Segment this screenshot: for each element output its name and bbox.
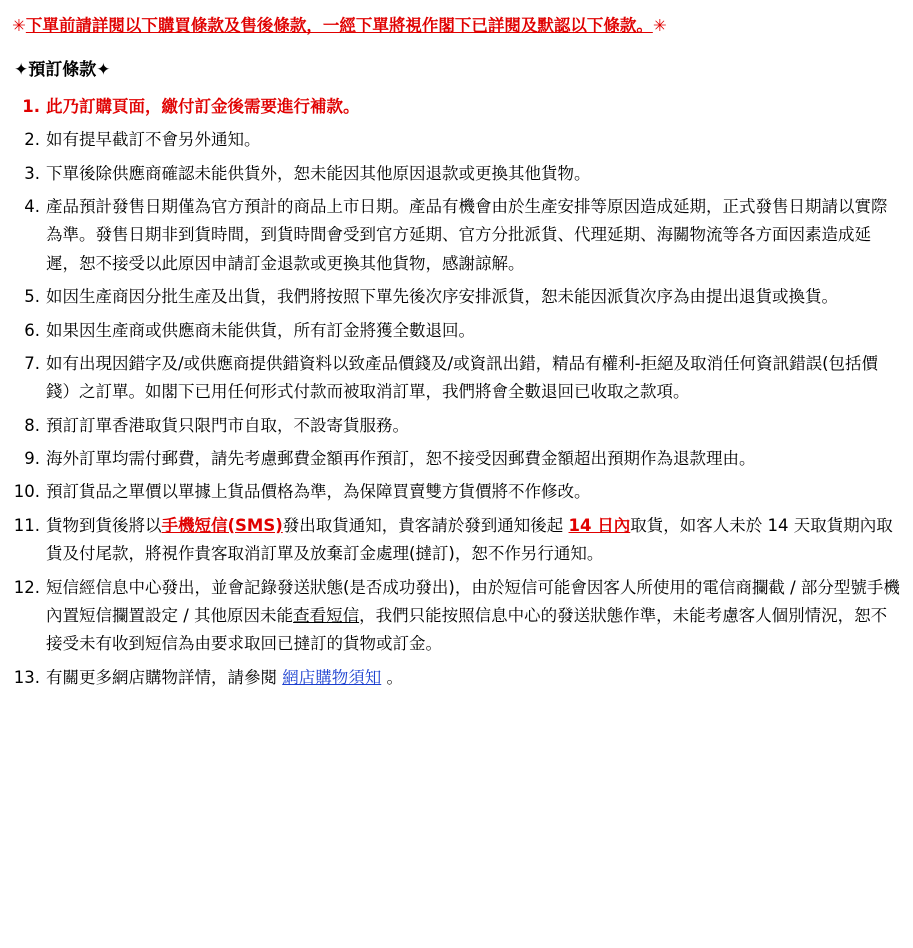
term-text: 如果因生產商或供應商未能供貨，所有訂金將獲全數退回。 <box>46 320 475 340</box>
term-item <box>12 317 901 345</box>
section-title: ✦預訂條款✦ <box>14 60 111 81</box>
term-text: 貨物到貨後將以 <box>46 515 162 535</box>
term-item <box>12 412 901 440</box>
emphasis-text: 14 日內 <box>568 515 631 535</box>
term-item <box>12 160 901 188</box>
term-text: 此乃訂購頁面，繳付訂金後需要進行補款。 <box>46 96 360 116</box>
term-text: ，我們只能按照信息中心的發送狀態作準，未能考慮客人個別情況，恕不接受未有收到短信為由要求取回已撻訂的貨物或訂金。 <box>46 605 888 654</box>
term-text: 發出取貨通知，貴客請於發到通知後起 <box>282 515 569 535</box>
term-item <box>12 512 901 569</box>
term-item <box>12 664 901 692</box>
banner-text: 下單前請詳閱以下購買條款及售後條款，一經下單將視作閣下已詳閱及默認以下條款。 <box>25 16 653 35</box>
star-right-icon: ✳ <box>652 16 667 35</box>
term-item <box>12 574 901 659</box>
term-text: 短信經信息中心發出，並會記錄發送狀態(是否成功發出)，由於短信可能會因客人所使用的電信商攔截 / 部分型號手機內置短信攔置設定 / 其他原因未能 <box>46 577 900 625</box>
emphasis-text: 手機短信(SMS) <box>161 515 283 535</box>
term-text: 如有出現因錯字及/或供應商提供錯資料以致產品價錢及/或資訊出錯，精品有權利-拒絕及取消任何資訊錯誤(包括價錢）之訂單。如閣下已用任何形式付款而被取消訂單，我們將會全數退回已收取之款項。 <box>46 353 879 402</box>
term-text: 取貨，如客人未於 14 天取貨期內取貨及付尾款，將視作貴客取消訂單及放棄訂金處理(撻訂)，恕不作另行通知。 <box>46 515 893 564</box>
underlined-text: 查看短信 <box>293 605 360 625</box>
term-text: 。 <box>381 667 403 687</box>
terms-list <box>12 93 901 692</box>
term-item <box>12 350 901 407</box>
term-text: 預訂訂單香港取貨只限門市自取，不設寄貨服務。 <box>46 415 409 435</box>
term-text: 下單後除供應商確認未能供貨外，恕未能因其他原因退款或更換其他貨物。 <box>46 163 591 183</box>
shop-guide-link[interactable]: 網店購物須知 <box>282 667 382 687</box>
term-text: 海外訂單均需付郵費，請先考慮郵費金額再作預訂，恕不接受因郵費金額超出預期作為退款理由。 <box>46 449 756 469</box>
term-item <box>12 283 901 311</box>
term-item <box>12 126 901 154</box>
term-text: 產品預計發售日期僅為官方預計的商品上市日期。產品有機會由於生產安排等原因造成延期，正式發售日期請以實際為準。發售日期非到貨時間，到貨時間會受到官方延期、官方分批派貨、代理延期、海關物流等各方面因素造成延遲，恕不接受以此原因申請訂金退款或更換其他貨物，感謝諒解。 <box>46 197 888 273</box>
term-item <box>12 478 901 506</box>
term-item <box>12 93 901 121</box>
star-left-icon: ✳ <box>12 16 26 35</box>
term-text: 預訂貨品之單價以單據上貨品價格為準，為保障買賣雙方貨價將不作修改。 <box>46 482 591 502</box>
term-item <box>12 445 901 473</box>
term-item <box>12 193 901 278</box>
top-warning-banner <box>12 14 901 37</box>
term-text: 有關更多網店購物詳情，請參閱 <box>46 667 283 687</box>
term-text: 如因生產商因分批生產及出貨，我們將按照下單先後次序安排派貨，恕未能因派貨次序為由提出退貨或換貨。 <box>46 287 838 307</box>
term-text: 如有提早截訂不會另外通知。 <box>46 130 261 150</box>
